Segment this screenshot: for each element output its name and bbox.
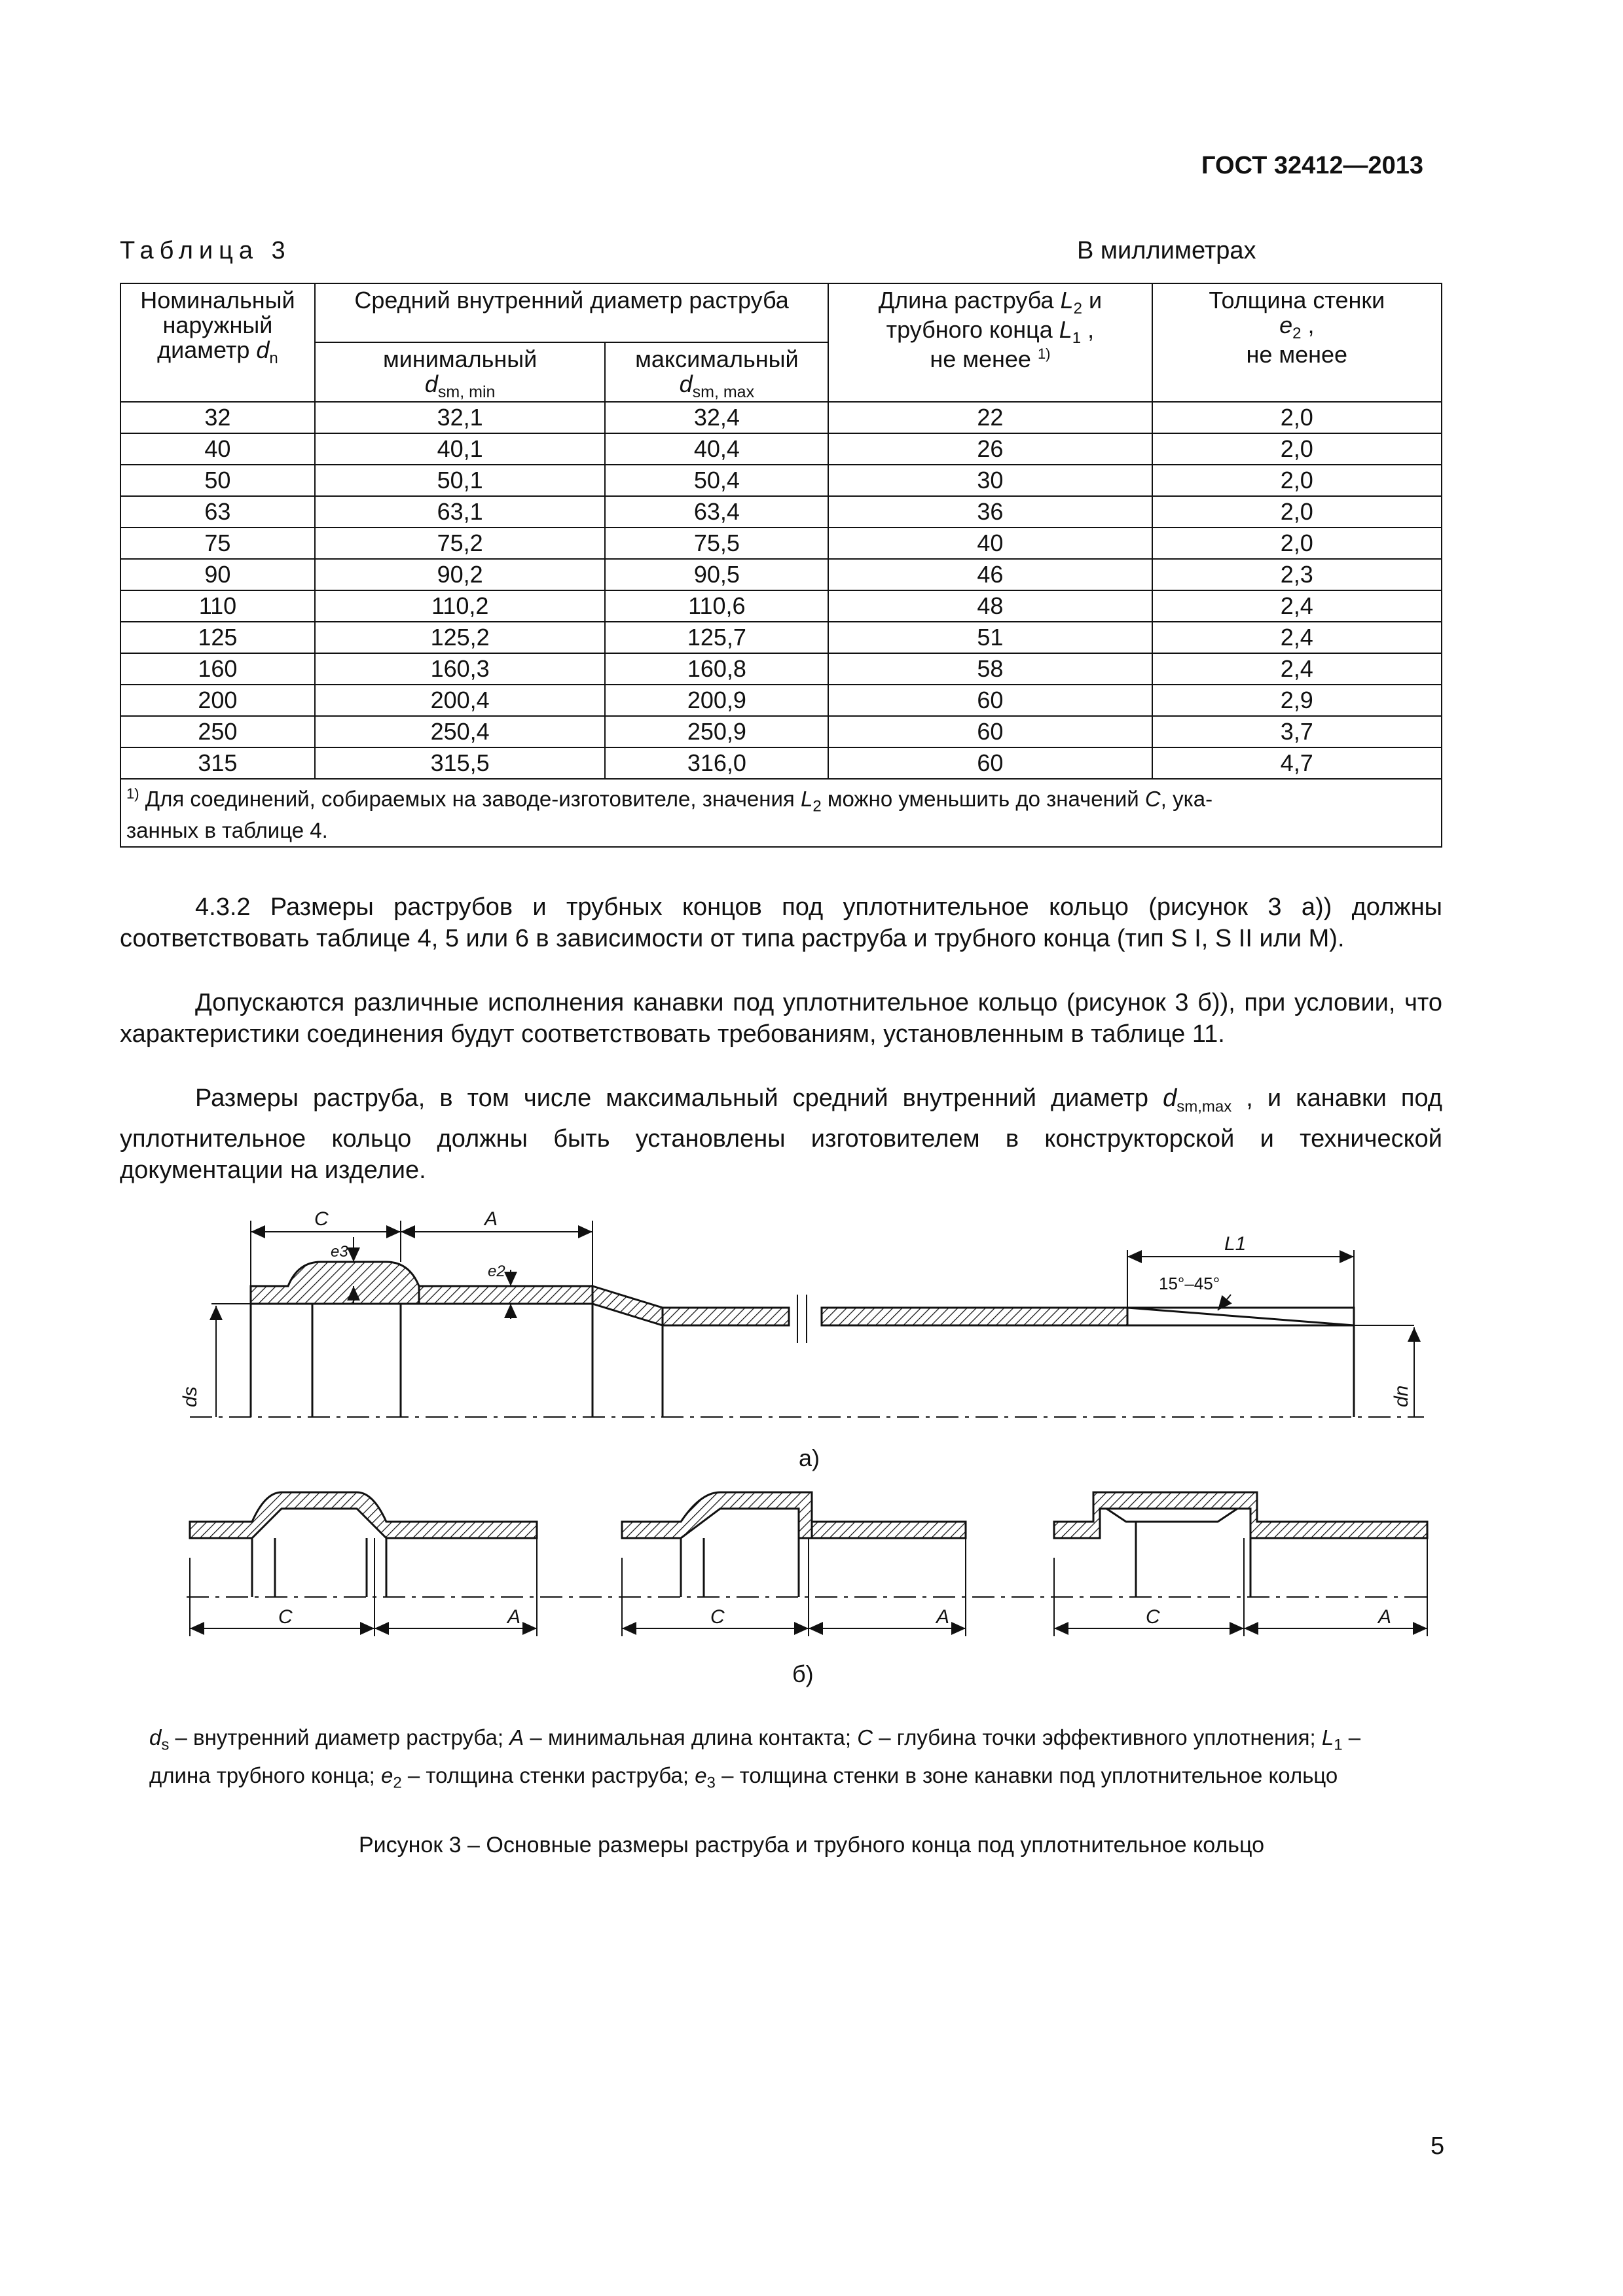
- table-cell: 75: [120, 528, 315, 559]
- table-cell: 40,4: [605, 433, 828, 465]
- figure-caption: Рисунок 3 – Основные размеры раструба и трубного конца под уплотнительное кольцо: [359, 1833, 1264, 1857]
- figure-b-groove-2: [622, 1492, 966, 1636]
- table-row: [120, 402, 1442, 433]
- table-cell: 125,2: [315, 622, 606, 653]
- dim-label-ds: ds: [179, 1386, 201, 1407]
- table-row: [120, 716, 1442, 747]
- table-cell: 160,3: [315, 653, 606, 685]
- table-cell: 36: [828, 496, 1152, 528]
- paragraph-socket-dimensions: Размеры раструба, в том числе максимальный средний внутренний диаметр $d_{sm,max}$ , и канавки под уплотнительное кольцо должны быть установлены изготовителем в конструкторской и технической документации на изделие.: [120, 1085, 1442, 1184]
- table-cell: 40: [120, 433, 315, 465]
- table-cell: 58: [828, 653, 1152, 685]
- table-row: [120, 528, 1442, 559]
- table-row: [120, 685, 1442, 716]
- table-cell: 22: [828, 402, 1152, 433]
- table-cell: 200: [120, 685, 315, 716]
- dim-label-a-top: A: [484, 1208, 498, 1230]
- table-footnote: $^{1)}$ Для соединений, собираемых на заводе-изготовителе, значения $L_2$ можно уменьшить до значений С, ука- занных в таблице 4.: [120, 779, 1442, 847]
- header-max-diameter: максимальный $d_{sm, max}$: [605, 342, 828, 402]
- figure-a-spigot: [822, 1250, 1414, 1417]
- table-cell: 316,0: [605, 747, 828, 779]
- table-cell: 63,4: [605, 496, 828, 528]
- dim-label-c-b2: C: [710, 1606, 725, 1628]
- table-cell: 315: [120, 747, 315, 779]
- table-cell: 30: [828, 465, 1152, 496]
- table-cell: 63,1: [315, 496, 606, 528]
- table-cell: 46: [828, 559, 1152, 590]
- dim-label-l1: L1: [1224, 1233, 1247, 1255]
- table-row: [120, 559, 1442, 590]
- table-cell: 160: [120, 653, 315, 685]
- table-cell: 110: [120, 590, 315, 622]
- dim-label-a-b3: A: [1378, 1606, 1392, 1628]
- table-row: [120, 653, 1442, 685]
- table-cell: 2,4: [1152, 622, 1442, 653]
- table-cell: 48: [828, 590, 1152, 622]
- table-cell: 2,3: [1152, 559, 1442, 590]
- table-cell: 50,4: [605, 465, 828, 496]
- figure-label-b: б): [792, 1660, 814, 1687]
- dim-label-c-b1: C: [278, 1606, 293, 1628]
- table-cell: 75,2: [315, 528, 606, 559]
- table-cell: 50,1: [315, 465, 606, 496]
- table-row: [120, 622, 1442, 653]
- dim-label-c-b3: C: [1146, 1606, 1160, 1628]
- table-cell: 60: [828, 747, 1152, 779]
- table-cell: 2,0: [1152, 496, 1442, 528]
- table-cell: 60: [828, 685, 1152, 716]
- figure-3-drawing: [0, 1191, 1623, 1702]
- dim-label-a-b2: A: [936, 1606, 950, 1628]
- angle-label: 15°–45°: [1159, 1274, 1220, 1293]
- dim-label-dn: dn: [1391, 1385, 1412, 1407]
- table-cell: 32: [120, 402, 315, 433]
- figure-b-groove-1: [190, 1492, 537, 1636]
- table-cell: 90,5: [605, 559, 828, 590]
- page-number: 5: [1431, 2132, 1445, 2160]
- paragraph-4-3-2: 4.3.2 Размеры раструбов и трубных концов под уплотнительное кольцо (рисунок 3 а)) должны соответствовать таблице 4, 5 или 6 в зависимости от типа раструба и трубного конца (тип S I, S II или М).: [120, 893, 1442, 952]
- table-cell: 63: [120, 496, 315, 528]
- dim-label-e2: e2: [488, 1263, 505, 1280]
- figure-label-a: а): [799, 1444, 820, 1471]
- dim-label-a-b1: A: [507, 1606, 521, 1628]
- table-cell: 2,0: [1152, 433, 1442, 465]
- table-cell: 40,1: [315, 433, 606, 465]
- table-units: В миллиметрах: [1077, 237, 1256, 264]
- header-nominal-diameter: Номинальный наружный диаметр $d_n$: [120, 283, 315, 402]
- table-cell: 90: [120, 559, 315, 590]
- table-cell: 32,1: [315, 402, 606, 433]
- table-cell: 2,0: [1152, 528, 1442, 559]
- figure-b-groove-3: [1054, 1492, 1427, 1636]
- document-code: ГОСТ 32412—2013: [1201, 152, 1424, 179]
- table-cell: 250,4: [315, 716, 606, 747]
- table-cell: 32,4: [605, 402, 828, 433]
- table-cell: 3,7: [1152, 716, 1442, 747]
- table-cell: 2,0: [1152, 402, 1442, 433]
- table-cell: 2,4: [1152, 590, 1442, 622]
- figure-legend: $d_s$ – внутренний диаметр раструба; А – минимальная длина контакта; С – глубина точки эффективного уплотнения; $L_1$ – длина трубного конца; $е_2$ – толщина стенки раструба; $е_3$ – толщина стенки в зоне канавки под уплотнительное кольцо: [149, 1725, 1361, 1792]
- table-row: [120, 496, 1442, 528]
- table-row: [120, 433, 1442, 465]
- table-cell: 2,4: [1152, 653, 1442, 685]
- table-row: [120, 590, 1442, 622]
- table-cell: 60: [828, 716, 1152, 747]
- table-cell: 125: [120, 622, 315, 653]
- table-cell: 110,2: [315, 590, 606, 622]
- table-cell: 2,9: [1152, 685, 1442, 716]
- table-row: [120, 747, 1442, 779]
- table-cell: 160,8: [605, 653, 828, 685]
- header-min-diameter: минимальный $d_{sm, min}$: [315, 342, 606, 402]
- dim-label-c-top: C: [314, 1208, 329, 1230]
- table-cell: 4,7: [1152, 747, 1442, 779]
- table-cell: 75,5: [605, 528, 828, 559]
- dim-label-e3: e3: [331, 1243, 348, 1261]
- header-mean-inner-diameter: Средний внутренний диаметр раструба: [315, 283, 828, 342]
- paragraph-groove-variants: Допускаются различные исполнения канавки под уплотнительное кольцо (рисунок 3 б)), при условии, что характеристики соединения будут соответствовать требованиям, установленным в таблице 11.: [120, 989, 1442, 1048]
- table-cell: 315,5: [315, 747, 606, 779]
- table-cell: 200,4: [315, 685, 606, 716]
- table-cell: 250,9: [605, 716, 828, 747]
- table-cell: 110,6: [605, 590, 828, 622]
- table-caption: Таблица 3: [120, 237, 291, 264]
- header-socket-length: Длина раструба $L_2$ и трубного конца $L_1$ , не менее $^{1)}$: [828, 283, 1152, 402]
- table-row: [120, 465, 1442, 496]
- table-cell: 250: [120, 716, 315, 747]
- header-wall-thickness: Толщина стенки $e_2$ , не менее: [1152, 283, 1442, 402]
- table-cell: 90,2: [315, 559, 606, 590]
- table-cell: 51: [828, 622, 1152, 653]
- figure-a-socket: [211, 1221, 807, 1417]
- table-cell: 2,0: [1152, 465, 1442, 496]
- table-cell: 50: [120, 465, 315, 496]
- table-cell: 125,7: [605, 622, 828, 653]
- dimensions-table: [120, 283, 1442, 848]
- table-cell: 200,9: [605, 685, 828, 716]
- table-cell: 40: [828, 528, 1152, 559]
- table-cell: 26: [828, 433, 1152, 465]
